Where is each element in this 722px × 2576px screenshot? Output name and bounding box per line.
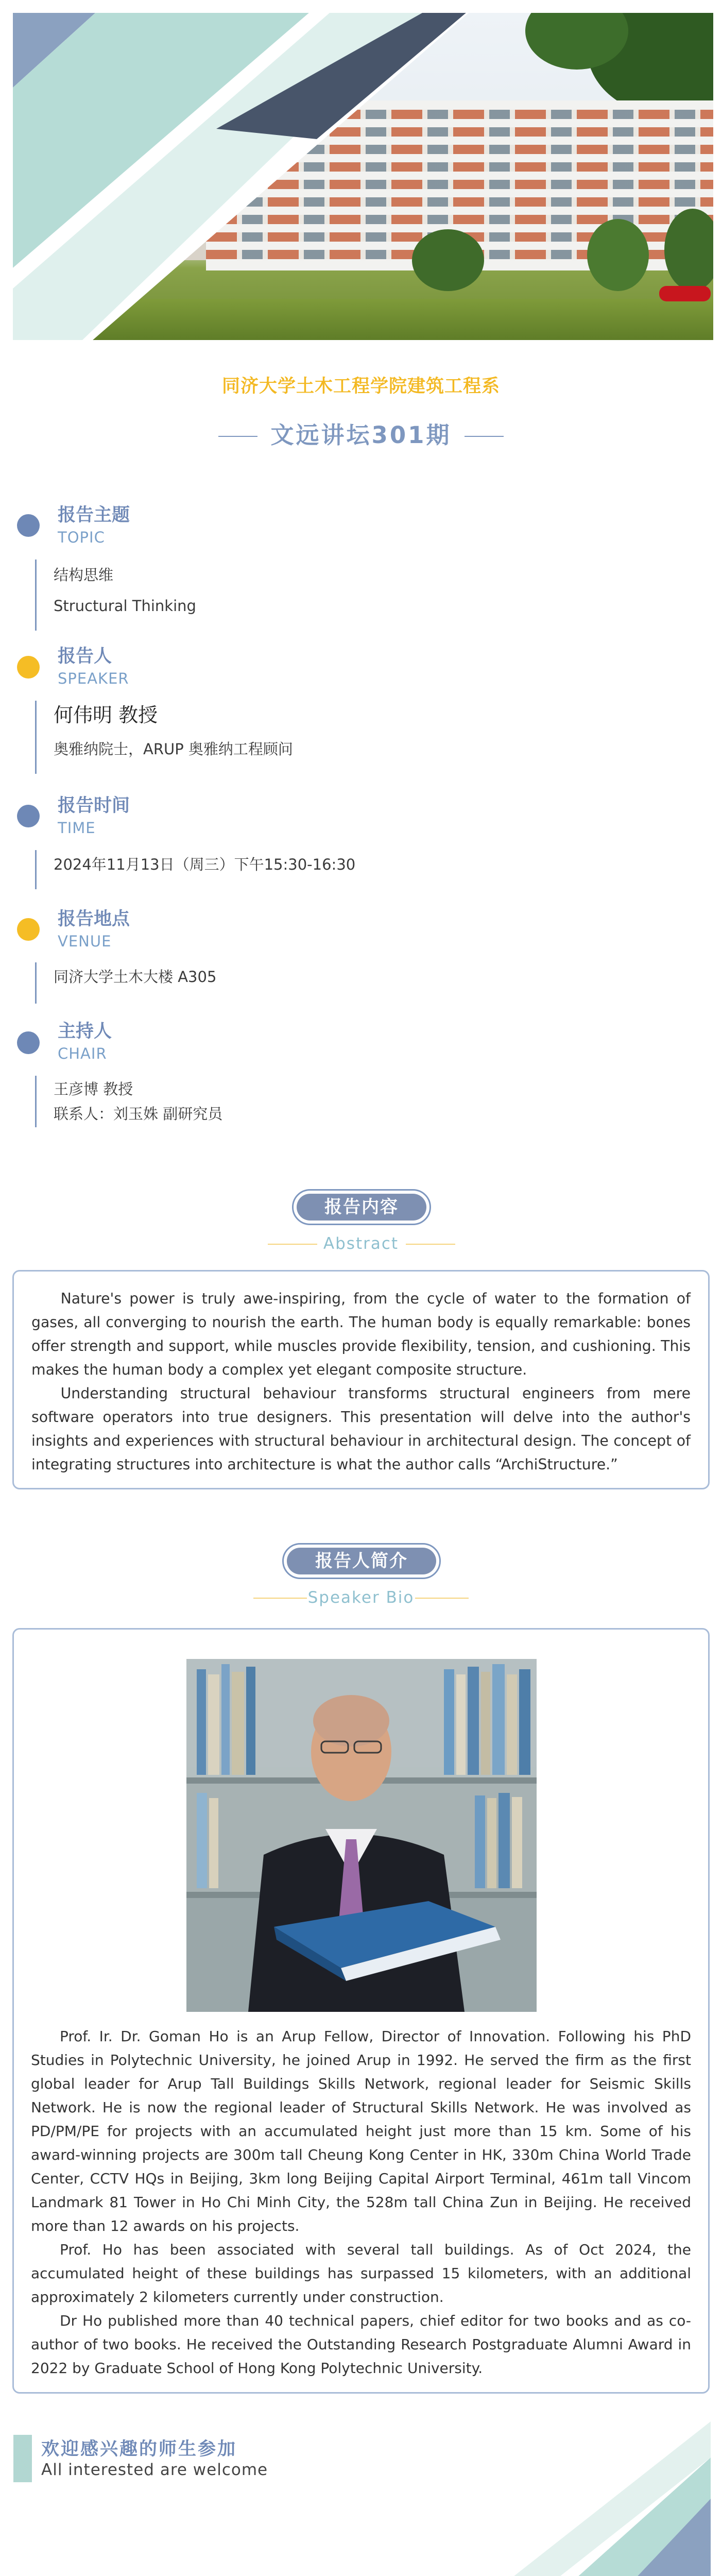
bio-paragraph-1: Prof. Ir. Dr. Goman Ho is an Arup Fellow, Director of Innovation. Following his PhD Studies in Polytechnic University, he joined Arup in 1992. He served the firm as the first global leader for Arup Tall Buildings Skills Network, regional leader for Seismic Skills Network. He is now the regional leader of Structural Skills Network. He was involved as PD/PM/PE for projects with an accumulated height just more than 15 km. Some of his award-winning projects are 300m tall Cheung Kong Center in HK, 330m China World Trade Center, CCTV HQs in Beijing, 3km long Beijing Capital Airport Terminal, 461m tall Vincom Landmark 81 Tower in Ho Chi Minh City, the 528m tall China Zun in Beijing. He received more than 12 awards on his projects. bbox=[31, 2028, 691, 2234]
speaker-divider bbox=[35, 701, 37, 774]
bio-heading: 报告人简介 bbox=[287, 1548, 436, 1574]
bio-paragraph-3: Dr Ho published more than 40 technical papers, chief editor for two books and as co-author of two books. He received the Outstanding Research Postgraduate Alumni Award in 2022 by Graduate School of Hong Kong Polytechnic University. bbox=[31, 2312, 691, 2377]
bio-paragraph-2: Prof. Ho has been associated with several tall buildings. As of Oct 2024, the accumulated height of these buildings has surpassed 15 kilometers, with an additional approximately 2 kilometers currently under construction. bbox=[31, 2241, 691, 2306]
topic-label-en: TOPIC bbox=[58, 529, 105, 546]
header-geometric-decoration bbox=[0, 0, 722, 355]
chair-bullet-icon bbox=[17, 1031, 40, 1054]
speaker-portrait-photo bbox=[186, 1659, 537, 2012]
abstract-paragraph-2: Understanding structural behaviour transforms structural engineers from mere software operators into true designers. This presentation will delve into the author's insights and experiences with structural behaviour in architectural design. The concept of integrating structures into architecture is what the author calls “ArchiStructure.” bbox=[31, 1385, 691, 1473]
time-divider bbox=[35, 850, 37, 889]
time-bullet-icon bbox=[17, 805, 40, 827]
department-title: 同济大学土木工程学院建筑工程系 bbox=[221, 376, 500, 397]
chair-label: 主持人 bbox=[58, 1021, 112, 1042]
speaker-label-en: SPEAKER bbox=[58, 670, 129, 687]
topic-title-en: Structural Thinking bbox=[54, 597, 196, 615]
speaker-bullet-icon bbox=[17, 656, 40, 679]
bio-heading-pill bbox=[282, 1543, 441, 1579]
time-value: 2024年11月13日（周三）下午15:30-16:30 bbox=[54, 856, 356, 873]
abstract-subline-right bbox=[406, 1244, 455, 1245]
chair-name: 王彦博 教授 bbox=[54, 1080, 133, 1098]
venue-divider bbox=[35, 962, 37, 1004]
topic-divider bbox=[35, 560, 37, 631]
topic-label: 报告主题 bbox=[58, 505, 130, 526]
welcome-text-en: All interested are welcome bbox=[41, 2461, 268, 2479]
abstract-box bbox=[12, 1270, 710, 1489]
contact-person: 联系人：刘玉姝 副研究员 bbox=[54, 1105, 223, 1123]
header-banner bbox=[0, 0, 722, 355]
speaker-name: 何伟明 教授 bbox=[54, 704, 158, 726]
venue-label: 报告地点 bbox=[58, 909, 130, 929]
abstract-heading-pill bbox=[292, 1189, 431, 1225]
time-label: 报告时间 bbox=[58, 795, 130, 816]
abstract-paragraph-1: Nature's power is truly awe-inspiring, from the cycle of water to the formation of gases, all converging to nourish the earth. The human body is equally remarkable: bones offer strength and support, while muscles provide flexibility, tension, and cushioning. This makes the human body a complex yet elegant composite structure. bbox=[31, 1290, 691, 1378]
venue-label-en: VENUE bbox=[58, 933, 112, 950]
speaker-label: 报告人 bbox=[58, 646, 112, 667]
chair-label-en: CHAIR bbox=[58, 1045, 107, 1062]
time-label-en: TIME bbox=[58, 819, 96, 837]
speaker-affiliation: 奥雅纳院士，ARUP 奥雅纳工程顾问 bbox=[54, 740, 293, 758]
venue-value: 同济大学土木大楼 A305 bbox=[54, 968, 217, 986]
bio-subline-right bbox=[415, 1598, 469, 1599]
bio-heading-en: Speaker Bio bbox=[307, 1588, 415, 1607]
forum-title: 文远讲坛301期 bbox=[270, 421, 452, 449]
venue-bullet-icon bbox=[17, 918, 40, 941]
chair-divider bbox=[35, 1076, 37, 1127]
topic-bullet-icon bbox=[17, 514, 40, 537]
title-divider-right bbox=[465, 436, 504, 437]
topic-title-cn: 结构思维 bbox=[54, 566, 114, 584]
abstract-heading: 报告内容 bbox=[297, 1194, 426, 1221]
welcome-text-cn: 欢迎感兴趣的师生参加 bbox=[41, 2439, 237, 2460]
bio-text-block bbox=[31, 2025, 691, 2380]
footer-geometric-decoration bbox=[0, 2421, 722, 2576]
abstract-heading-en: Abstract bbox=[323, 1234, 399, 1253]
